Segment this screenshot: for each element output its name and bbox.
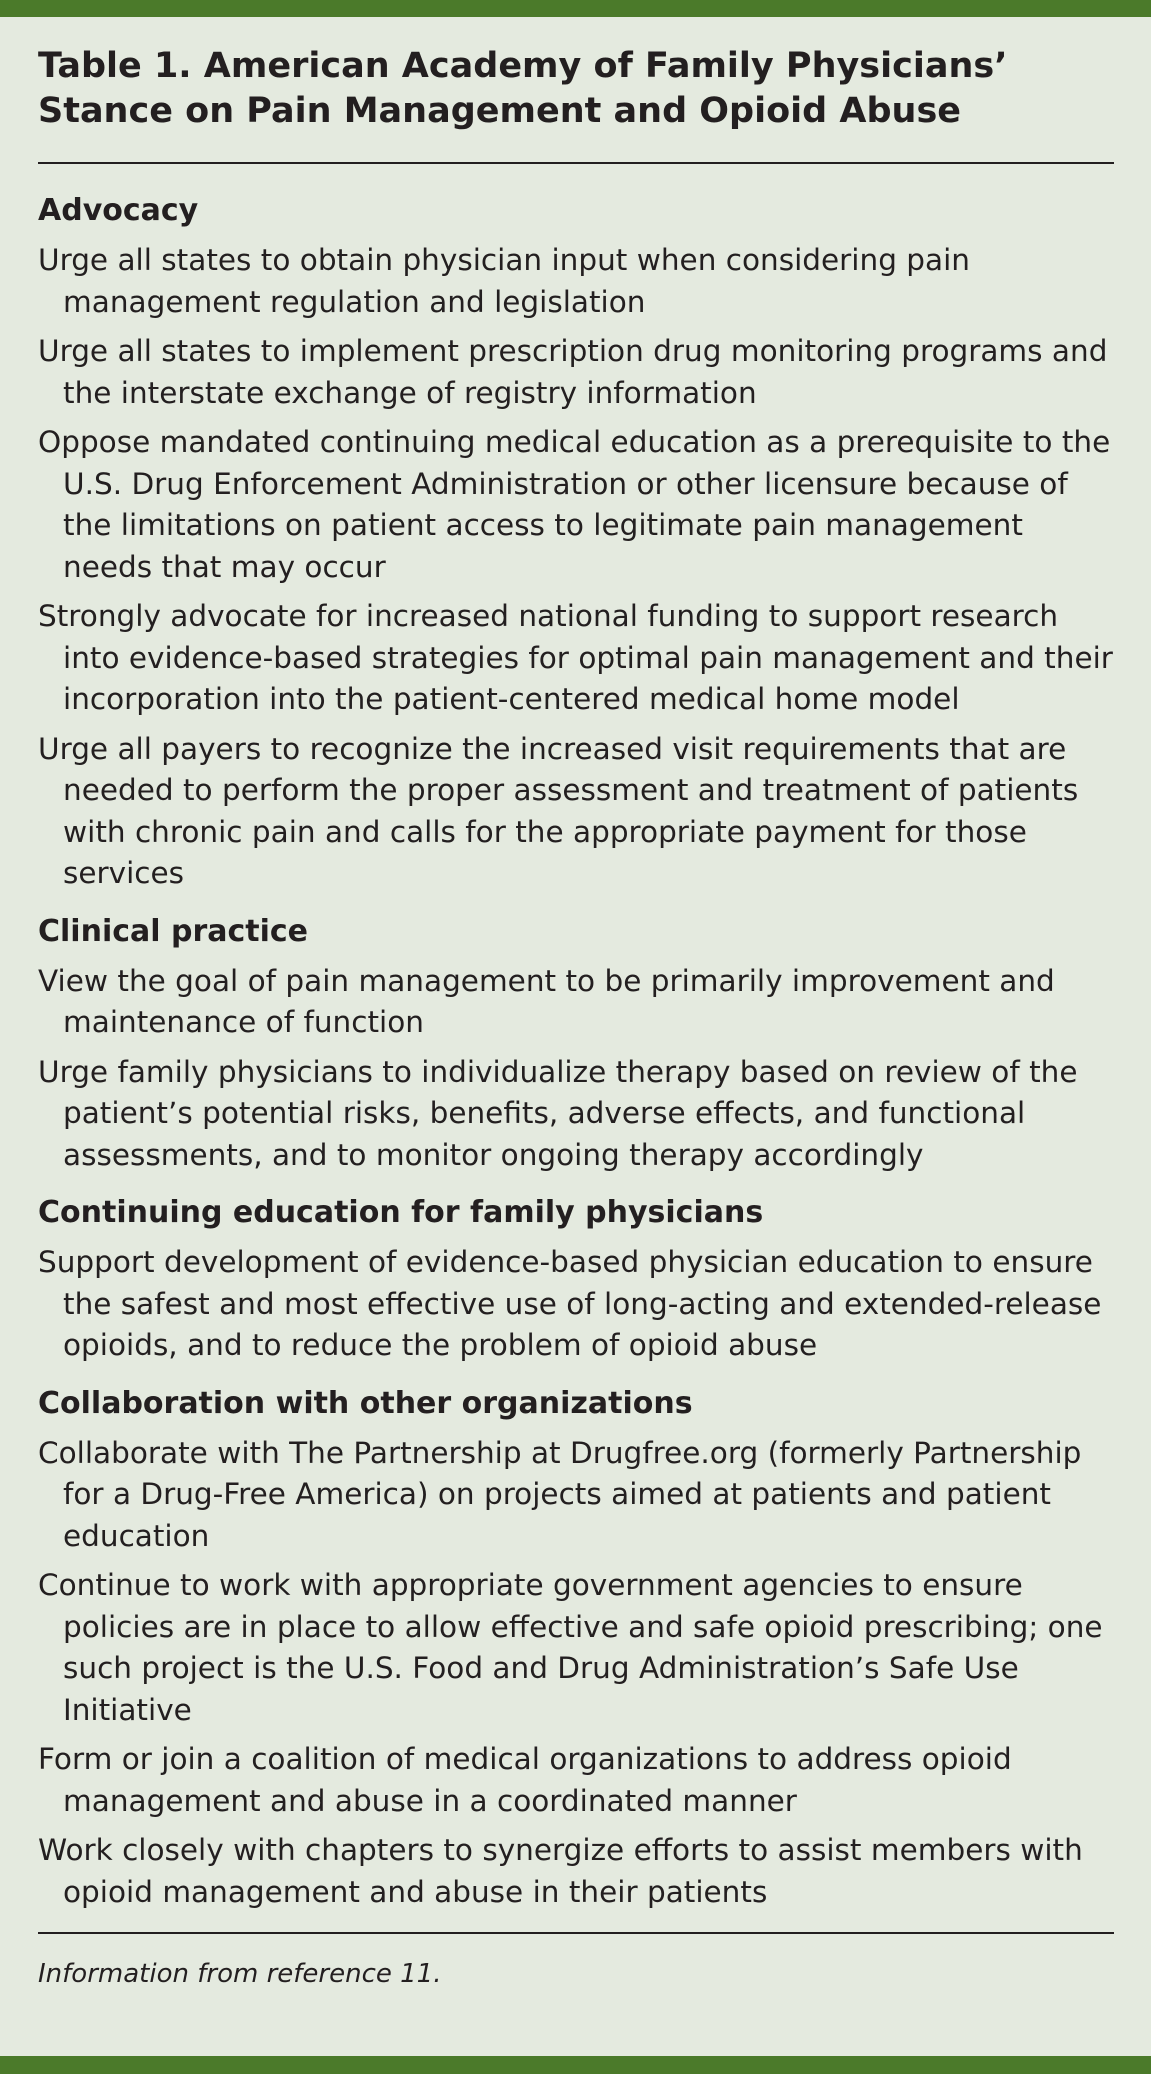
- section-collaboration: [38, 1384, 1114, 1914]
- list-item: Continue to work with appropriate government agencies to ensure policies are in place to allow effective and safe opioid prescribing; one such project is the U.S. Food and Drug Administration’s Safe Use Initiative: [38, 1568, 1103, 1727]
- list-item: Form or join a coalition of medical organizations to address opioid management and abuse in a coordinated manner: [38, 1742, 1012, 1818]
- bottom-accent-bar: [0, 2056, 1151, 2074]
- section-item-list: [38, 961, 1114, 1177]
- list-item: Urge family physicians to individualize therapy based on review of the patient’s potential risks, benefits, adverse effects, and functional assessments, and to monitor ongoing therapy accordingly: [38, 1054, 1078, 1172]
- section-advocacy: [38, 191, 1114, 895]
- section-item-list: [38, 240, 1114, 895]
- list-item: Work closely with chapters to synergize efforts to assist members with opioid management and abuse in their patients: [38, 1833, 1083, 1909]
- list-item: Support development of evidence-based physician education to ensure the safest and most effective use of long-acting and extended-release opioids, and to reduce the problem of opioid abuse: [38, 1245, 1102, 1362]
- list-item: Collaborate with The Partnership at Drugfree.org (formerly Partnership for a Drug-Free America) on projects aimed at patients and patient education: [38, 1435, 1082, 1553]
- footer-divider: [38, 1932, 1114, 1934]
- list-item: View the goal of pain management to be primarily improvement and maintenance of function: [38, 963, 1055, 1039]
- section-heading: Advocacy: [38, 193, 199, 228]
- table-container: [38, 44, 1114, 1992]
- top-accent-bar: [0, 0, 1151, 17]
- section-heading: Collaboration with other organizations: [38, 1385, 693, 1421]
- table-title: Table 1. American Academy of Family Physicians’ Stance on Pain Management and Opioid Abuse: [38, 46, 1008, 131]
- list-item: Urge all states to obtain physician input when considering pain management regulation and legislation: [38, 243, 971, 319]
- source-footnote: Information from reference 11.: [38, 1959, 442, 1989]
- list-item: Urge all payers to recognize the increased visit requirements that are needed to perform the proper assessment and treatment of patients with chronic pain and calls for the appropriate payment for those services: [38, 731, 1079, 890]
- list-item: Strongly advocate for increased national funding to support research into evidence-based strategies for optimal pain management and their incorporation into the patient-centered medical home model: [38, 599, 1113, 716]
- section-continuing-education: [38, 1193, 1114, 1367]
- section-item-list: [38, 1242, 1114, 1367]
- list-item: Urge all states to implement prescription drug monitoring programs and the interstate exchange of registry information: [38, 334, 1108, 410]
- list-item: Oppose mandated continuing medical education as a prerequisite to the U.S. Drug Enforcement Administration or other licensure because of the limitations on patient access to legitimate pain management needs that may occur: [38, 425, 1111, 584]
- section-heading: Continuing education for family physicians: [38, 1195, 764, 1230]
- section-heading: Clinical practice: [38, 913, 309, 949]
- section-item-list: [38, 1433, 1114, 1914]
- section-clinical-practice: [38, 912, 1114, 1177]
- title-divider: [38, 162, 1114, 164]
